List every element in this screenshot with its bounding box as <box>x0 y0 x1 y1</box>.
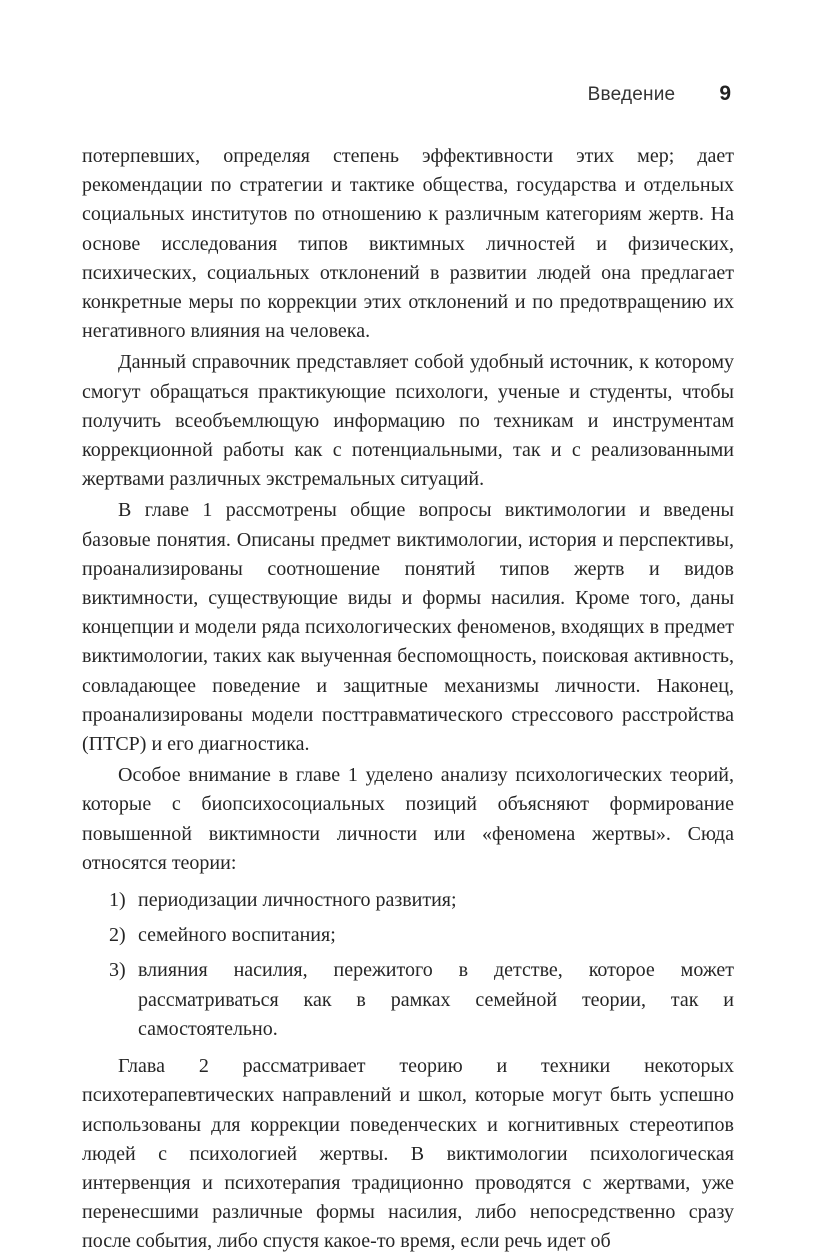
paragraph-chapter-1-theories: Особое внимание в главе 1 уделено анализу психологических теорий, которые с биопсихосоциальных позиций объясняют формирование повышенной виктимности личности или «феномена жертвы». Сюда относятся теории: <box>82 764 734 874</box>
list-item-text: периодизации личностного развития; <box>138 889 457 912</box>
theories-list <box>82 886 734 1044</box>
list-marker: 2) <box>109 924 126 947</box>
list-item <box>109 956 734 1044</box>
paragraph-chapter-1-overview: В главе 1 рассмотрены общие вопросы виктимологии и введены базовые понятия. Описаны предмет виктимологии, история и перспективы, проанализированы соотношение понятий типов жертв и видов виктимности, существующие виды и формы насилия. Кроме того, даны концепции и модели ряда психологических феноменов, входящих в предмет виктимологии, таких как выученная беспомощность, поисковая активность, совладающее поведение и защитные механизмы личности. Наконец, проанализированы модели посттравматического стрессового расстройства (ПТСР) и его диагностика. <box>82 499 734 756</box>
list-marker: 3) <box>109 959 126 982</box>
list-item <box>109 886 734 915</box>
body-text <box>82 142 734 1257</box>
list-marker: 1) <box>109 889 126 912</box>
list-item <box>109 921 734 950</box>
list-item-text: влияния насилия, пережитого в детстве, которое может рассматриваться как в рамках семейной теории, так и самостоятельно. <box>138 959 734 1040</box>
section-title: Введение <box>587 84 676 105</box>
paragraph-continuation: потерпевших, определяя степень эффективности этих мер; дает рекомендации по стратегии и тактике общества, государства и отдельных социальных институтов по отношению к различным категориям жертв. На основе исследования типов виктимных личностей и физических, психических, социальных отклонений в развитии людей она предлагает конкретные меры по коррекции этих отклонений и по предотвращению их негативного влияния на человека. <box>82 145 734 343</box>
running-header <box>588 82 731 106</box>
page-number: 9 <box>719 82 731 105</box>
paragraph-handbook-purpose: Данный справочник представляет собой удобный источник, к которому смогут обращаться практикующие психологи, ученые и студенты, чтобы получить всеобъемлющую информацию по техникам и инструментам коррекционной работы как с потенциальными, так и с реализованными жертвами различных экстремальных ситуаций. <box>82 351 734 491</box>
list-item-text: семейного воспитания; <box>138 924 336 947</box>
paragraph-chapter-2-overview: Глава 2 рассматривает теорию и техники некоторых психотерапевтических направлений и школ, которые могут быть успешно использованы для коррекции поведенческих и когнитивных стереотипов людей с психологией жертвы. В виктимологии психологическая интервенция и психотерапия традиционно проводятся с жертвами, уже перенесшими различные формы насилия, либо непосредственно сразу после события, либо спустя какое-то время, если речь идет об <box>82 1055 734 1253</box>
